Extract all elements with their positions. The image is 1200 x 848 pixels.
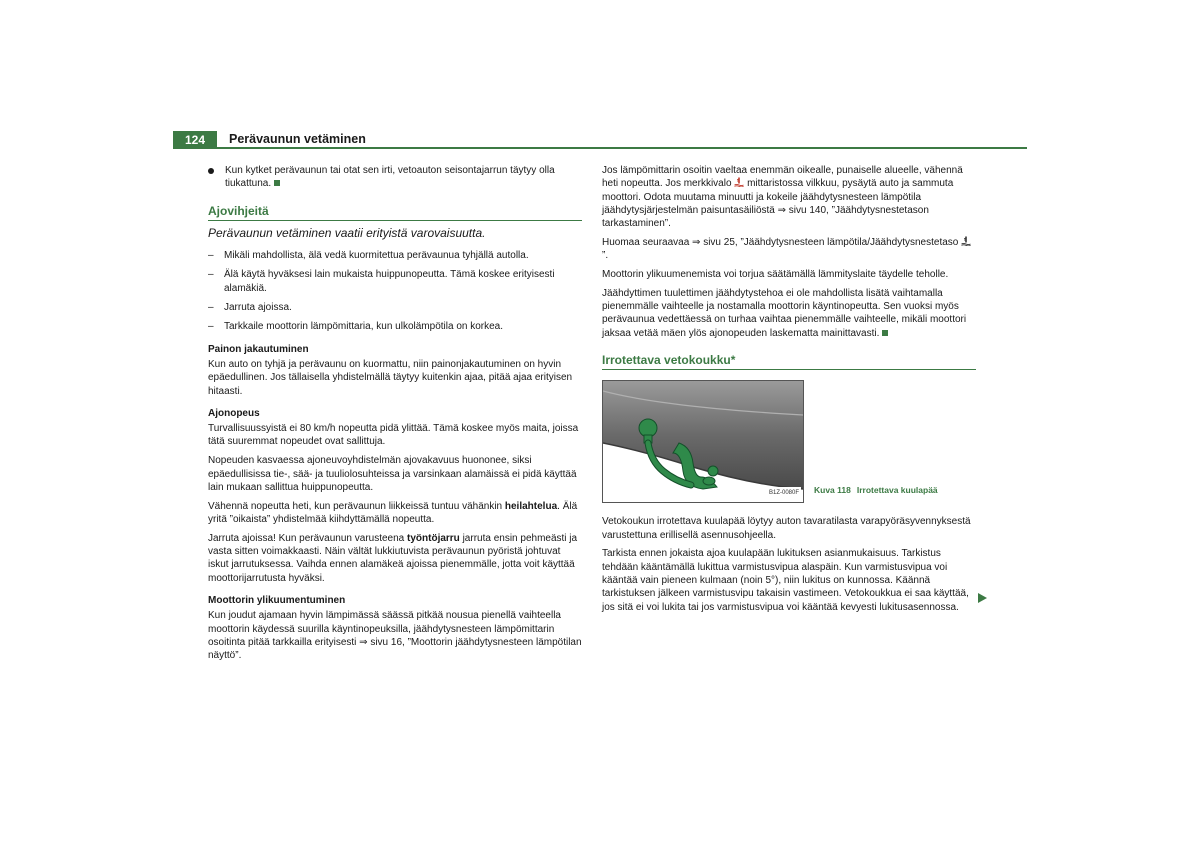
paragraph: Kun auto on tyhjä ja perävaunu on kuormattu, niin painonjakautuminen on hyvin epäedullinen. Jos tällaisella yhdistelmällä täytyy kuitenkin ajaa, pitää ajaa erityisen hitaasti. (208, 358, 573, 397)
text-run: ”. (602, 250, 609, 262)
text-run: Jäähdyttimen tuulettimen jäähdytystehoa ei ole mahdollista lisätä vaihtamalla pienemmälle vaihteelle ja nostamalla moottorin käyntinopeutta. Sen vuoksi myös perävaunua vedettäessä on turhaa vaihtaa pienemmälle vaihteelle, mikäli moottori jaksaa vetää mäen ylös ajonopeuden laskematta mainittavasti. (602, 287, 967, 339)
section-heading-detachable-towbar: Irrotettava vetokoukku* (602, 354, 976, 370)
list-item (208, 249, 582, 262)
subheading-weight-distribution: Painon jakautuminen (208, 343, 309, 355)
dash-marker: – (208, 302, 214, 314)
subheading-speed: Ajonopeus (208, 407, 260, 419)
paragraph: Moottorin ylikuumenemista voi torjua säätämällä lämmityslaite täydelle teholle. (602, 269, 949, 281)
list-item-text: Älä käytä hyväksesi lain mukaista huippunopeutta. Tämä koskee erityisesti alamäkiä. (224, 269, 555, 294)
intro-bullet-text: Kun kytket perävaunun tai otat sen irti, vetoauton seisontajarrun täytyy olla tiukattuna. (225, 165, 555, 190)
left-column (208, 164, 582, 668)
paragraph (602, 164, 976, 230)
paragraph: Turvallisuussyistä ei 80 km/h nopeutta pidä ylittää. Tämä koskee myös maita, joissa tätä suuremmat nopeudet ovat sallittuja. (208, 423, 579, 448)
subheading-engine-overheating: Moottorin ylikuumentuminen (208, 594, 346, 606)
dash-marker: – (208, 321, 214, 333)
header-rule (173, 147, 1027, 149)
right-column (602, 164, 976, 619)
list-item-text: Mikäli mahdollista, älä vedä kuormitettua perävaunua tyhjällä autolla. (224, 250, 529, 262)
end-mark (274, 180, 280, 186)
text-run: Huomaa seuraavaa ⇒ sivu 25, ”Jäähdytysnesteen lämpötila/Jäähdytysnestetaso (602, 236, 962, 248)
end-mark (882, 330, 888, 336)
tow-hook-drawing (603, 381, 803, 502)
figure-caption-text: Irrotettava kuulapää (856, 485, 938, 496)
coolant-temperature-icon (734, 177, 744, 187)
paragraph (208, 532, 582, 585)
paragraph: Tarkista ennen jokaista ajoa kuulapään lukituksen asianmukaisuus. Tarkistus tehdään kääntämällä lukittua varmistusvipua alaspäin. Kun varmistusvipua voi kääntää vain pieneen kulmaan (noin 5°), niin lukitus on kunnossa. Käännä tarkistuksen jälkeen varmistusvipu takaisin vastimeen. Vetokoukkua ei saa käyttää, jos sitä ei voi lukita tai jos varmistusvipua voi kääntää kevyesti lukitusasennossa. (602, 548, 969, 613)
list-item-text: Tarkkaile moottorin lämpömittaria, kun ulkolämpötila on korkea. (224, 321, 504, 333)
text-run: Jarruta ajoissa! Kun perävaunun varusteena (208, 532, 408, 544)
page-number: 124 (173, 131, 217, 149)
list-item (208, 268, 582, 295)
paragraph (208, 500, 582, 527)
list-item (208, 320, 582, 333)
text-run: Jos lämpömittarin osoitin vaeltaa enemmän oikealle, punaiselle alueelle, vähennä heti nopeutta. Jos merkkivalo (602, 165, 963, 190)
figure (602, 380, 976, 503)
paragraph: Vetokoukun irrotettava kuulapää löytyy auton tavaratilasta varapyöräsyvennyksestä varustettuna erillisellä asennusohjeella. (602, 516, 971, 541)
intro-bullet (208, 164, 582, 191)
dash-marker: – (208, 250, 214, 262)
bold-term: heilahtelua (504, 500, 558, 512)
text-run: jarruta ensin pehmeästi ja vasta sitten voimakkaasti. Näin vältät lukkiutuvista perävaunun pyöristä johtuvat iskut jarrutuksessa. Vaihda ennen alamäkeä ajoissa pienemmälle, jotta voit käyttää moottorijarrutusta hyväksi. (208, 532, 578, 584)
text-run: Vähennä nopeutta heti, kun perävaunun liikkeissä tuntuu vähänkin (208, 500, 505, 512)
bullet-dot (208, 168, 214, 174)
tow-hook-illustration (602, 380, 804, 503)
continue-arrow-icon (978, 593, 987, 603)
lead-text: Perävaunun vetäminen vaatii erityistä varovaisuutta. (208, 225, 486, 240)
figure-caption (814, 484, 938, 497)
paragraph: Nopeuden kasvaessa ajoneuvoyhdistelmän ajovakavuus huononee, siksi epäedullisissa tie-, sää- ja tuuliolosuhteissa ja varsinkaan alamäissä ei pidä käyttää lain mukaan sallittua huippunopeutta. (208, 455, 577, 493)
paragraph (602, 236, 976, 263)
paragraph (602, 287, 976, 340)
text-run: mittaristossa vilkkuu, pysäytä auto ja sammuta moottori. Odota muutama minuutti ja kokeile jäähdytysnesteen lämpötila jäähdytysjärjestelmän paisuntasäiliöstä ⇒ sivu 140, ”Jäähdytysnestetason tarkastaminen”. (602, 178, 954, 230)
paragraph: Kun joudut ajamaan hyvin lämpimässä säässä pitkää nousua pienellä vaihteella moottorin käydessä suurilla käyntinopeuksilla, jäähdytysnesteen lämpömittarin osoitinta pitää tarkkailla erityisesti ⇒ sivu 16, ”Moottorin jäähdytysnesteen lämpötilan näyttö”. (208, 610, 582, 662)
coolant-temperature-icon (961, 236, 971, 246)
running-title: Perävaunun vetäminen (229, 132, 366, 146)
bold-term: työntöjarru (407, 532, 460, 544)
section-heading-driving-tips: Ajovihjeitä (208, 205, 582, 221)
list-item (208, 301, 582, 314)
list-item-text: Jarruta ajoissa. (224, 302, 292, 314)
figure-label: Kuva 118 (814, 485, 851, 496)
text-run: . Älä yritä ”oikaista” yhdistelmää kiihdyttämällä nopeutta. (208, 500, 578, 525)
dash-marker: – (208, 269, 214, 281)
figure-code: B1Z-0080F (767, 487, 801, 500)
